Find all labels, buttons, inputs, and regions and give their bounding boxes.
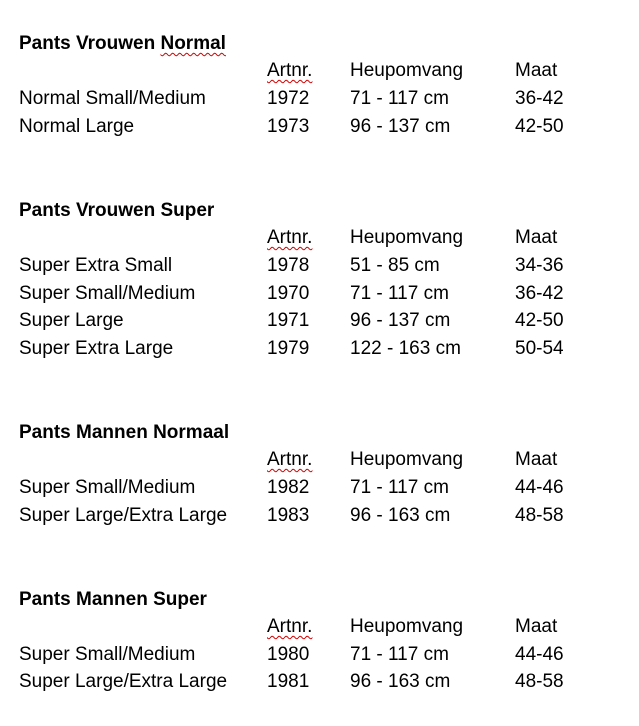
column-header-heupomvang: Heupomvang <box>350 227 464 248</box>
section-title <box>19 33 226 55</box>
product-name: Super Extra Large <box>19 338 174 359</box>
article-number: 1971 <box>267 310 310 331</box>
article-number: 1982 <box>267 477 310 498</box>
column-header-artnr: Artnr. <box>267 616 313 637</box>
article-number: 1983 <box>267 505 310 526</box>
article-number: 1973 <box>267 116 310 137</box>
article-number: 1970 <box>267 283 310 304</box>
column-header-heupomvang: Heupomvang <box>350 60 464 81</box>
size-range: 48-58 <box>515 505 564 526</box>
size-range: 50-54 <box>515 338 564 359</box>
product-name: Normal Large <box>19 116 135 137</box>
article-number: 1979 <box>267 338 310 359</box>
product-name: Super Extra Small <box>19 255 173 276</box>
table-header-row <box>19 449 619 473</box>
hip-range: 71 - 117 cm <box>350 88 449 109</box>
article-number: 1981 <box>267 671 310 692</box>
column-header-artnr: Artnr. <box>267 60 313 81</box>
article-number: 1980 <box>267 644 310 665</box>
size-range: 34-36 <box>515 255 564 276</box>
size-range: 42-50 <box>515 116 564 137</box>
table-row <box>19 477 619 501</box>
hip-range: 96 - 137 cm <box>350 310 451 331</box>
product-name: Super Large <box>19 310 124 331</box>
column-header-heupomvang: Heupomvang <box>350 616 464 637</box>
hip-range: 51 - 85 cm <box>350 255 440 276</box>
section-title: Pants Mannen Normaal <box>19 422 230 443</box>
table-row <box>19 116 619 140</box>
table-header-row <box>19 227 619 251</box>
article-number: 1978 <box>267 255 310 276</box>
table-row <box>19 644 619 668</box>
article-number: 1972 <box>267 88 310 109</box>
table-row <box>19 255 619 279</box>
table-row <box>19 505 619 529</box>
product-name: Super Large/Extra Large <box>19 671 228 692</box>
table-row <box>19 671 619 695</box>
hip-range: 122 - 163 cm <box>350 338 461 359</box>
column-header-heupomvang: Heupomvang <box>350 449 464 470</box>
table-header-row <box>19 60 619 84</box>
table-row <box>19 310 619 334</box>
size-range: 44-46 <box>515 644 564 665</box>
product-name: Super Large/Extra Large <box>19 505 228 526</box>
hip-range: 71 - 117 cm <box>350 283 449 304</box>
table-row <box>19 283 619 307</box>
product-name: Super Small/Medium <box>19 477 196 498</box>
table-row <box>19 88 619 112</box>
size-range: 42-50 <box>515 310 564 331</box>
section-title: Pants Mannen Super <box>19 589 207 610</box>
column-header-maat: Maat <box>515 616 558 637</box>
size-range: 44-46 <box>515 477 564 498</box>
table-row <box>19 338 619 362</box>
column-header-maat: Maat <box>515 449 558 470</box>
hip-range: 96 - 163 cm <box>350 505 451 526</box>
column-header-artnr: Artnr. <box>267 227 313 248</box>
size-range: 36-42 <box>515 88 564 109</box>
hip-range: 71 - 117 cm <box>350 477 449 498</box>
product-name: Super Small/Medium <box>19 644 196 665</box>
flagged-word: Normal <box>160 33 226 54</box>
product-name: Normal Small/Medium <box>19 88 206 109</box>
hip-range: 96 - 163 cm <box>350 671 451 692</box>
size-range: 48-58 <box>515 671 564 692</box>
hip-range: 71 - 117 cm <box>350 644 449 665</box>
column-header-maat: Maat <box>515 60 558 81</box>
table-header-row <box>19 616 619 640</box>
product-name: Super Small/Medium <box>19 283 196 304</box>
column-header-artnr: Artnr. <box>267 449 313 470</box>
size-range: 36-42 <box>515 283 564 304</box>
section-title: Pants Vrouwen Super <box>19 200 215 221</box>
hip-range: 96 - 137 cm <box>350 116 451 137</box>
section-title-text: Pants Vrouwen <box>19 33 161 54</box>
column-header-maat: Maat <box>515 227 558 248</box>
